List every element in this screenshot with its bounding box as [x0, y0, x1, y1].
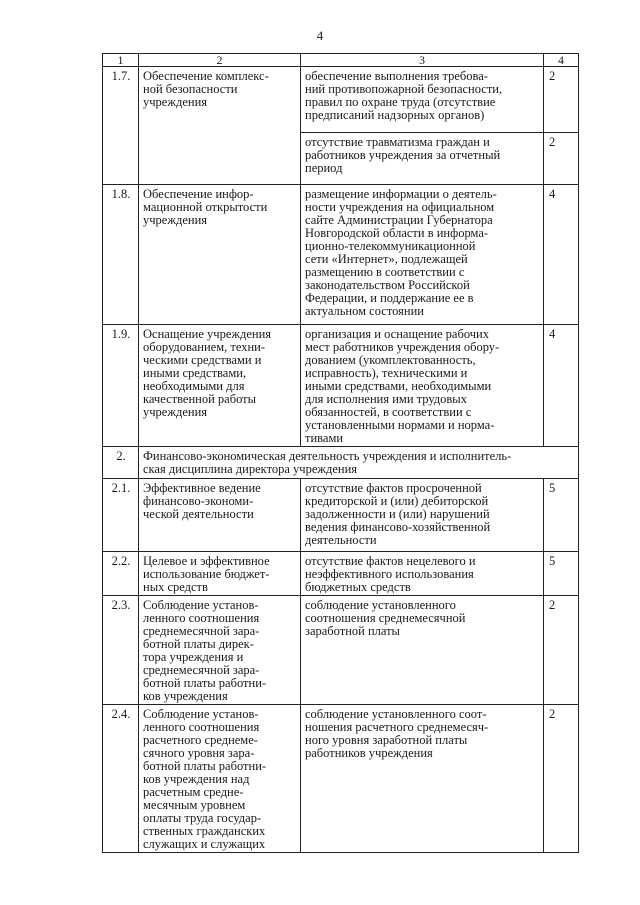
column-number: 1	[103, 54, 139, 67]
criterion-score: 4	[544, 325, 579, 447]
page-number: 4	[316, 28, 324, 43]
criterion-score: 2	[544, 67, 579, 133]
table-row	[103, 479, 579, 552]
section-number: 2.	[103, 447, 139, 479]
table-row	[103, 596, 579, 705]
criterion-text: соблюдение установленного соотношения среднемесячной заработной платы	[301, 596, 544, 705]
section-row	[103, 447, 579, 479]
column-number: 3	[301, 54, 544, 67]
criterion-text: размещение информации о деятель- ности учреждения на официальном сайте Администрации Губернатора Новгородской области в информа- ционно-телекоммуникационной сети «Интернет», подлежащей размещению в соответствии с законодательством Российской Федерации, и поддержание ее в актуальном состоянии	[301, 185, 544, 325]
criterion-score: 5	[544, 479, 579, 552]
criterion-score: 2	[544, 705, 579, 853]
row-number: 2.1.	[103, 479, 139, 552]
row-number: 1.9.	[103, 325, 139, 447]
criteria-table	[102, 53, 579, 853]
section-title: Финансово-экономическая деятельность учреждения и исполнитель- ская дисциплина директора учреждения	[139, 447, 579, 479]
table-header-row	[103, 54, 579, 67]
criterion-text: соблюдение установленного соот- ношения расчетного среднемесяч- ного уровня заработной платы работников учреждения	[301, 705, 544, 853]
table-row	[103, 552, 579, 596]
indicator-name: Соблюдение установ- ленного соотношения среднемесячной зара- ботной платы дирек- тора учреждения и среднемесячной зара- ботной платы работни- ков учреждения	[139, 596, 301, 705]
criterion-score: 4	[544, 185, 579, 325]
row-number: 1.7.	[103, 67, 139, 185]
table-row	[103, 67, 579, 133]
indicator-name: Эффективное ведение финансово-экономи- ческой деятельности	[139, 479, 301, 552]
row-number: 2.2.	[103, 552, 139, 596]
criterion-text: отсутствие фактов просроченной кредиторской и (или) дебиторской задолженности и (или) нарушений ведения финансово-хозяйственной деятельности	[301, 479, 544, 552]
criterion-text: организация и оснащение рабочих мест работников учреждения обору- дованием (укомплектованность, исправность), техническими и иными средствами, необходимыми для исполнения ими трудовых обязанностей, в соответствии с установленными нормами и норма- тивами	[301, 325, 544, 447]
criterion-text: отсутствие травматизма граждан и работников учреждения за отчетный период	[301, 133, 544, 185]
table-row	[103, 705, 579, 853]
indicator-name: Целевое и эффективное использование бюджет- ных средств	[139, 552, 301, 596]
indicator-name: Оснащение учреждения оборудованием, техни- ческими средствами и иными средствами, необходимыми для качественной работы учреждения	[139, 325, 301, 447]
criterion-score: 5	[544, 552, 579, 596]
table-row	[103, 185, 579, 325]
indicator-name: Обеспечение комплекс- ной безопасности учреждения	[139, 67, 301, 185]
criterion-score: 2	[544, 596, 579, 705]
column-number: 4	[544, 54, 579, 67]
indicator-name: Соблюдение установ- ленного соотношения расчетного среднеме- сячного уровня зара- ботной платы работни- ков учреждения над расчетным средне- месячным уровнем оплаты труда государ- ственных гражданских служащих и служащих	[139, 705, 301, 853]
criterion-text: отсутствие фактов нецелевого и неэффективного использования бюджетных средств	[301, 552, 544, 596]
row-number: 2.3.	[103, 596, 139, 705]
table-row	[103, 325, 579, 447]
row-number: 2.4.	[103, 705, 139, 853]
indicator-name: Обеспечение инфор- мационной открытости учреждения	[139, 185, 301, 325]
criterion-score: 2	[544, 133, 579, 185]
criterion-text: обеспечение выполнения требова- ний противопожарной безопасности, правил по охране труда (отсутствие предписаний надзорных органов)	[301, 67, 544, 133]
row-number: 1.8.	[103, 185, 139, 325]
column-number: 2	[139, 54, 301, 67]
